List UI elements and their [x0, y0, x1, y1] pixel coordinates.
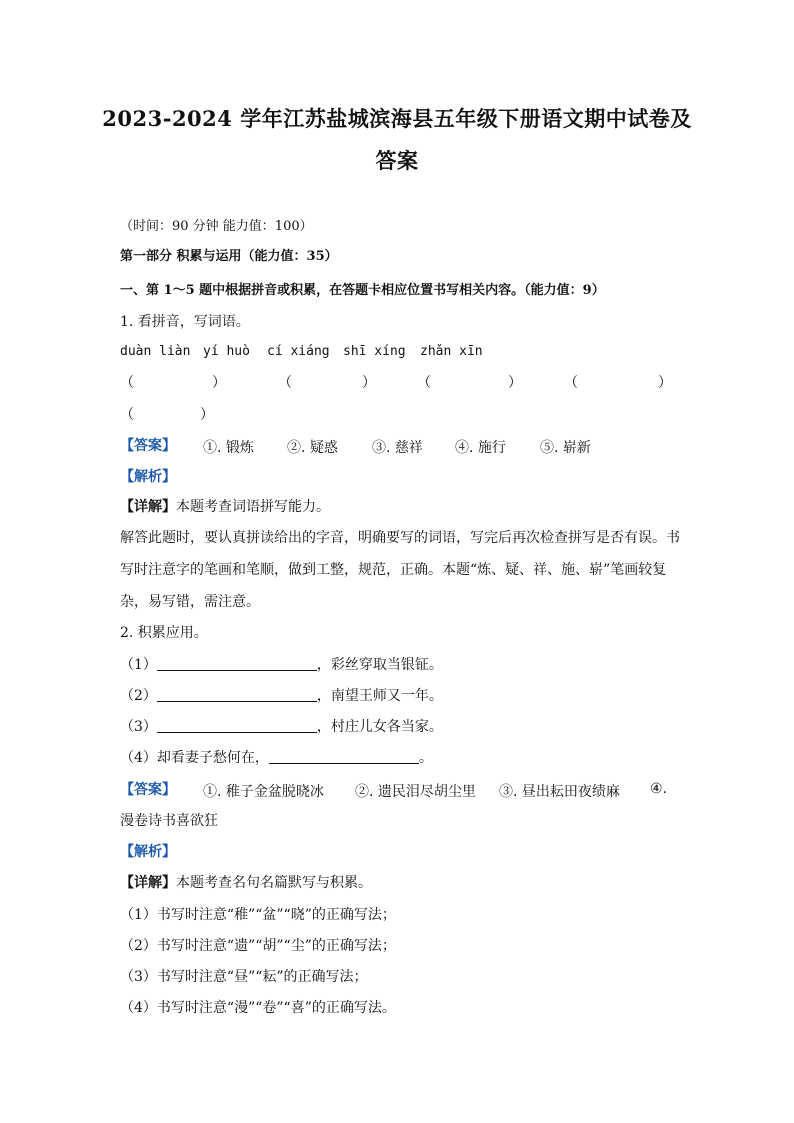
exam-title-line1: 2023-2024 学年江苏盐城滨海县五年级下册语文期中试卷及 — [102, 106, 692, 131]
q1-answer-1: ①. 锻炼 — [203, 440, 254, 456]
q1-answer-2: ②. 疑惑 — [287, 440, 338, 456]
q2-note-4: （4）书写时注意“漫”“卷”“喜”的正确写法。 — [120, 1000, 396, 1016]
item-prefix: （2） — [120, 688, 157, 704]
answer-paren-close: ） — [212, 375, 226, 391]
q2-item-4 — [120, 749, 433, 767]
q2-detail — [120, 874, 372, 892]
q1-pinyin-5: zhǎn xīn — [420, 344, 483, 359]
answer-paren-close: ） — [508, 375, 522, 391]
detail-label: 【详解】 — [120, 875, 176, 891]
fill-blank[interactable] — [157, 656, 317, 671]
q2-analysis-label: 【解析】 — [120, 844, 176, 860]
part-heading: 第一部分 积累与运用（能力值：35） — [120, 249, 338, 264]
q1-detail — [120, 498, 330, 516]
item-prefix: （1） — [120, 657, 157, 673]
answer-paren-open: （ — [120, 375, 134, 391]
q1-pinyin-4: shī xíng — [343, 344, 406, 359]
q2-stem: 2. 积累应用。 — [120, 625, 208, 641]
fill-blank[interactable] — [157, 718, 317, 733]
q1-para-3: 杂，易写错，需注意。 — [120, 594, 260, 610]
q1-stem: 1. 看拼音，写词语。 — [120, 314, 250, 330]
q2-item-1 — [120, 656, 443, 674]
q1-pinyin-1: duàn liàn — [120, 344, 191, 359]
q1-pinyin-3: cí xiáng — [267, 344, 330, 359]
q2-note-1: （1）书写时注意“稚”“盆”“晓”的正确写法； — [120, 907, 396, 923]
q2-note-3: （3）书写时注意“昼”“耘”的正确写法； — [120, 969, 368, 985]
fill-blank[interactable] — [157, 687, 317, 702]
answer-paren-close: ） — [362, 375, 376, 391]
item-suffix: 。 — [418, 750, 433, 766]
q1-para-2: 写时注意字的笔画和笔顺，做到工整，规范，正确。本题“炼、疑、祥、施、崭”笔画较复 — [120, 562, 667, 578]
q2-answer-2: ②. 遗民泪尽胡尘里 — [355, 784, 476, 800]
q1-para-1: 解答此题时，要认真拼读给出的字音，明确要写的词语，写完后再次检查拼写是否有误。书 — [120, 530, 680, 546]
time-info: （时间：90 分钟 能力值：100） — [120, 219, 313, 234]
fill-blank[interactable] — [269, 749, 419, 764]
q1-answer-5: ⑤. 崭新 — [540, 440, 591, 456]
q2-item-2 — [120, 687, 443, 705]
q1-pinyin-2: yí huò — [203, 344, 250, 359]
answer-paren-close: ） — [658, 375, 672, 391]
q2-answer-cont: 漫卷诗书喜欲狂 — [120, 813, 218, 829]
answer-paren-open: （ — [278, 375, 292, 391]
q1-answer-label: 【答案】 — [120, 438, 176, 454]
item-prefix: （3） — [120, 719, 157, 735]
q2-answer-1: ①. 稚子金盆脱晓冰 — [203, 784, 324, 800]
q2-item-3 — [120, 718, 443, 736]
section-heading: 一、第 1～5 题中根据拼音或积累，在答题卡相应位置书写相关内容。（能力值：9） — [120, 283, 605, 298]
item-suffix: ，彩丝穿取当银钲。 — [316, 657, 443, 673]
exam-title-line2: 答案 — [375, 148, 419, 173]
answer-paren-open: （ — [120, 407, 134, 423]
item-prefix: （4）却看妻子愁何在， — [120, 750, 269, 766]
detail-text: 本题考查名句名篇默写与积累。 — [176, 875, 372, 891]
q1-analysis-label: 【解析】 — [120, 469, 176, 485]
q1-answer-4: ④. 施行 — [455, 440, 506, 456]
detail-text: 本题考查词语拼写能力。 — [176, 499, 330, 515]
item-suffix: ，南望王师又一年。 — [316, 688, 443, 704]
q1-answer-3: ③. 慈祥 — [372, 440, 423, 456]
q2-note-2: （2）书写时注意“遗”“胡”“尘”的正确写法； — [120, 938, 396, 954]
answer-paren-open: （ — [564, 375, 578, 391]
q2-answer-label: 【答案】 — [120, 782, 176, 798]
q2-answer-3: ③. 昼出耘田夜绩麻 — [499, 784, 620, 800]
item-suffix: ，村庄儿女各当家。 — [316, 719, 443, 735]
detail-label: 【详解】 — [120, 499, 176, 515]
q2-answer-4: ④. — [650, 781, 668, 797]
answer-paren-close: ） — [200, 407, 214, 423]
answer-paren-open: （ — [417, 375, 431, 391]
